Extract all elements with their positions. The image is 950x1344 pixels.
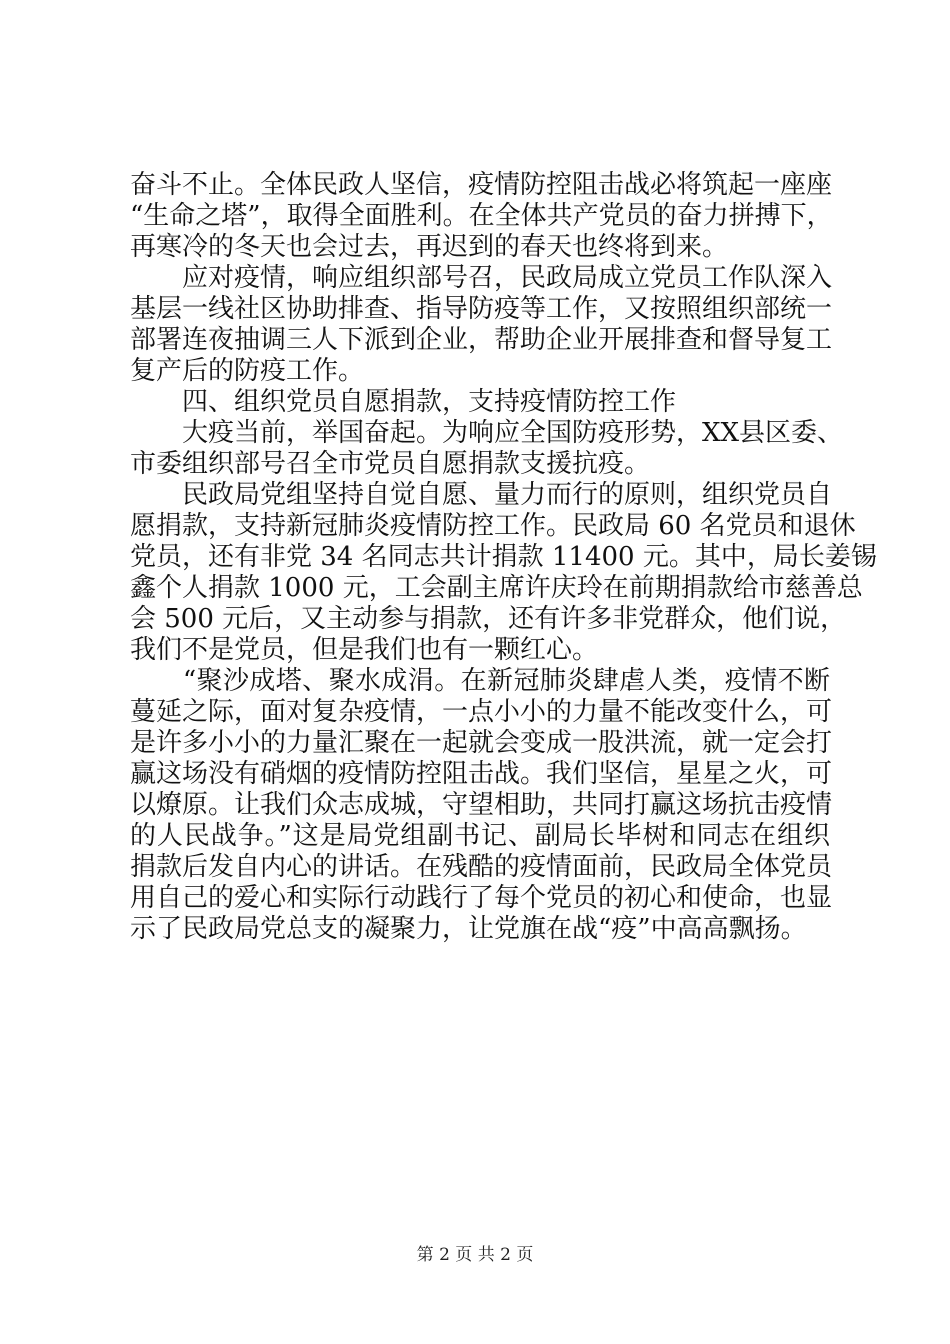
text-line: “生命之塔”，取得全面胜利。在全体共产党员的奋力拼搏下， xyxy=(130,201,833,231)
text-line: 捐款后发自内心的讲话。在残酷的疫情面前，民政局全体党员 xyxy=(130,852,833,882)
text-line: 应对疫情，响应组织部号召，民政局成立党员工作队深入 xyxy=(130,263,833,293)
text-line: 复产后的防疫工作。 xyxy=(130,356,365,386)
text-line: 示了民政局党总支的凝聚力，让党旗在战“疫”中高高飘扬。 xyxy=(130,914,807,944)
text-line: 民政局党组坚持自觉自愿、量力而行的原则，组织党员自 xyxy=(130,480,833,510)
text-line: 我们不是党员，但是我们也有一颗红心。 xyxy=(130,635,599,665)
text-line: 赢这场没有硝烟的疫情防控阻击战。我们坚信，星星之火，可 xyxy=(130,759,833,789)
text-line: 的人民战争。”这是局党组副书记、副局长毕树和同志在组织 xyxy=(130,821,830,851)
text-line: 大疫当前，举国奋起。为响应全国防疫形势，XX县区委、 xyxy=(130,418,844,448)
text-line: 部署连夜抽调三人下派到企业，帮助企业开展排查和督导复工 xyxy=(130,325,833,355)
text-line: 鑫个人捐款 1000 元，工会副主席许庆玲在前期捐款给市慈善总 xyxy=(130,573,863,603)
section-heading: 四、组织党员自愿捐款，支持疫情防控工作 xyxy=(130,387,677,417)
text-line: 用自己的爱心和实际行动践行了每个党员的初心和使命，也显 xyxy=(130,883,833,913)
text-line: 奋斗不止。全体民政人坚信，疫情防控阻击战必将筑起一座座 xyxy=(130,170,833,200)
text-line: 基层一线社区协助排查、指导防疫等工作，又按照组织部统一 xyxy=(130,294,833,324)
text-line: 市委组织部号召全市党员自愿捐款支援抗疫。 xyxy=(130,449,651,479)
text-line: 会 500 元后，又主动参与捐款，还有许多非党群众，他们说， xyxy=(130,604,847,634)
text-line: 再寒冷的冬天也会过去，再迟到的春天也终将到来。 xyxy=(130,232,729,262)
text-line: 以燎原。让我们众志成城，守望相助，共同打赢这场抗击疫情 xyxy=(130,790,833,820)
text-line: 蔓延之际，面对复杂疫情，一点小小的力量不能改变什么，可 xyxy=(130,697,833,727)
page-number-footer: 第 2 页 共 2 页 xyxy=(416,1245,534,1265)
text-line: 愿捐款，支持新冠肺炎疫情防控工作。民政局 60 名党员和退休 xyxy=(130,511,856,541)
text-line: 是许多小小的力量汇聚在一起就会变成一股洪流，就一定会打 xyxy=(130,728,833,758)
document-body xyxy=(130,170,877,945)
text-line: 党员，还有非党 34 名同志共计捐款 11400 元。其中，局长姜锡 xyxy=(130,542,877,572)
text-line: “聚沙成塔、聚水成涓。在新冠肺炎肆虐人类，疫情不断 xyxy=(130,666,830,696)
